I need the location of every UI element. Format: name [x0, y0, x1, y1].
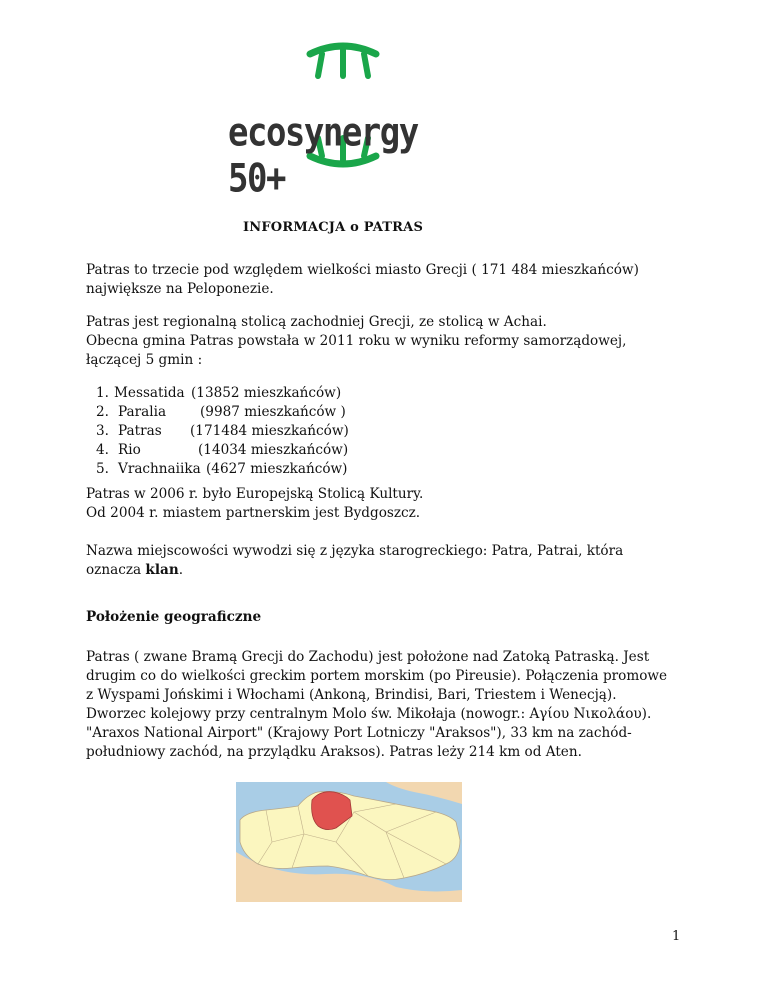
municipality-population: (14034 mieszkańców)	[198, 442, 349, 458]
geography-paragraph	[86, 648, 686, 762]
text-line: Patras w 2006 r. było Europejską Stolicą Kultury.	[86, 486, 424, 502]
text-line: Patras to trzecie pod względem wielkości miasto Grecji ( 171 484 mieszkańców)	[86, 262, 639, 278]
municipality-name: Rio	[118, 442, 141, 458]
text-fragment: oznacza	[86, 562, 146, 578]
municipality-name: Messatida	[114, 385, 185, 401]
name-origin-paragraph	[86, 542, 686, 580]
list-number: 2.	[96, 404, 109, 420]
text-line: łączącej 5 gmin :	[86, 352, 203, 368]
municipality-name: Patras	[118, 423, 162, 439]
municipality-population: (171484 mieszkańców)	[190, 423, 349, 439]
text-line: z Wyspami Jońskimi i Włochami (Ankoną, Brindisi, Bari, Triestem i Wenecją).	[86, 687, 617, 703]
text-line: "Araxos National Airport" (Krajowy Port Lotniczy "Araksos"), 33 km na zachód-	[86, 725, 632, 741]
ecosynergy-logo	[226, 40, 466, 202]
text-line: Dworzec kolejowy przy centralnym Molo św. Mikołaja (nowogr.: Αγίου Νικολάου).	[86, 706, 652, 722]
region-paragraph	[86, 313, 686, 370]
bold-term: klan	[145, 562, 179, 578]
text-line: Nazwa miejscowości wywodzi się z języka starogreckiego: Patra, Patrai, która	[86, 543, 624, 559]
municipality-population: (9987 mieszkańców )	[200, 404, 346, 420]
text-line: Patras ( zwane Bramą Grecji do Zachodu) jest położone nad Zatoką Patraską. Jest	[86, 649, 650, 665]
culture-paragraph	[86, 485, 686, 523]
municipality-population: (13852 mieszkańców)	[191, 385, 342, 401]
text-line	[86, 561, 686, 580]
text-fragment: .	[178, 562, 184, 578]
municipality-name: Vrachnaiika	[118, 461, 201, 477]
section-heading: Położenie geograficzne	[86, 609, 262, 625]
region-map	[236, 782, 462, 902]
municipality-population: (4627 mieszkańców)	[206, 461, 348, 477]
intro-paragraph	[86, 261, 686, 299]
municipality-name: Paralia	[118, 404, 167, 420]
text-line: południowy zachód, na przylądku Araksos). Patras leży 214 km od Aten.	[86, 744, 582, 760]
page-title: INFORMACJA o PATRAS	[243, 220, 424, 235]
list-number: 5.	[96, 461, 109, 477]
list-number: 4.	[96, 442, 109, 458]
text-line: Obecna gmina Patras powstała w 2011 roku w wyniku reformy samorządowej,	[86, 333, 627, 349]
text-line: Od 2004 r. miastem partnerskim jest Bydgoszcz.	[86, 505, 421, 521]
patras-locator-map	[236, 782, 462, 902]
page-number: 1	[672, 929, 681, 944]
list-number: 3.	[96, 423, 109, 439]
text-line: drugim co do wielkości greckim portem morskim (po Pireusie). Połączenia promowe	[86, 668, 668, 684]
logo-text: ecosynergy 50+	[228, 110, 418, 202]
text-line: największe na Peloponezie.	[86, 281, 274, 297]
text-line: Patras jest regionalną stolicą zachodniej Grecji, ze stolicą w Achai.	[86, 314, 547, 330]
list-number: 1.	[96, 385, 109, 401]
